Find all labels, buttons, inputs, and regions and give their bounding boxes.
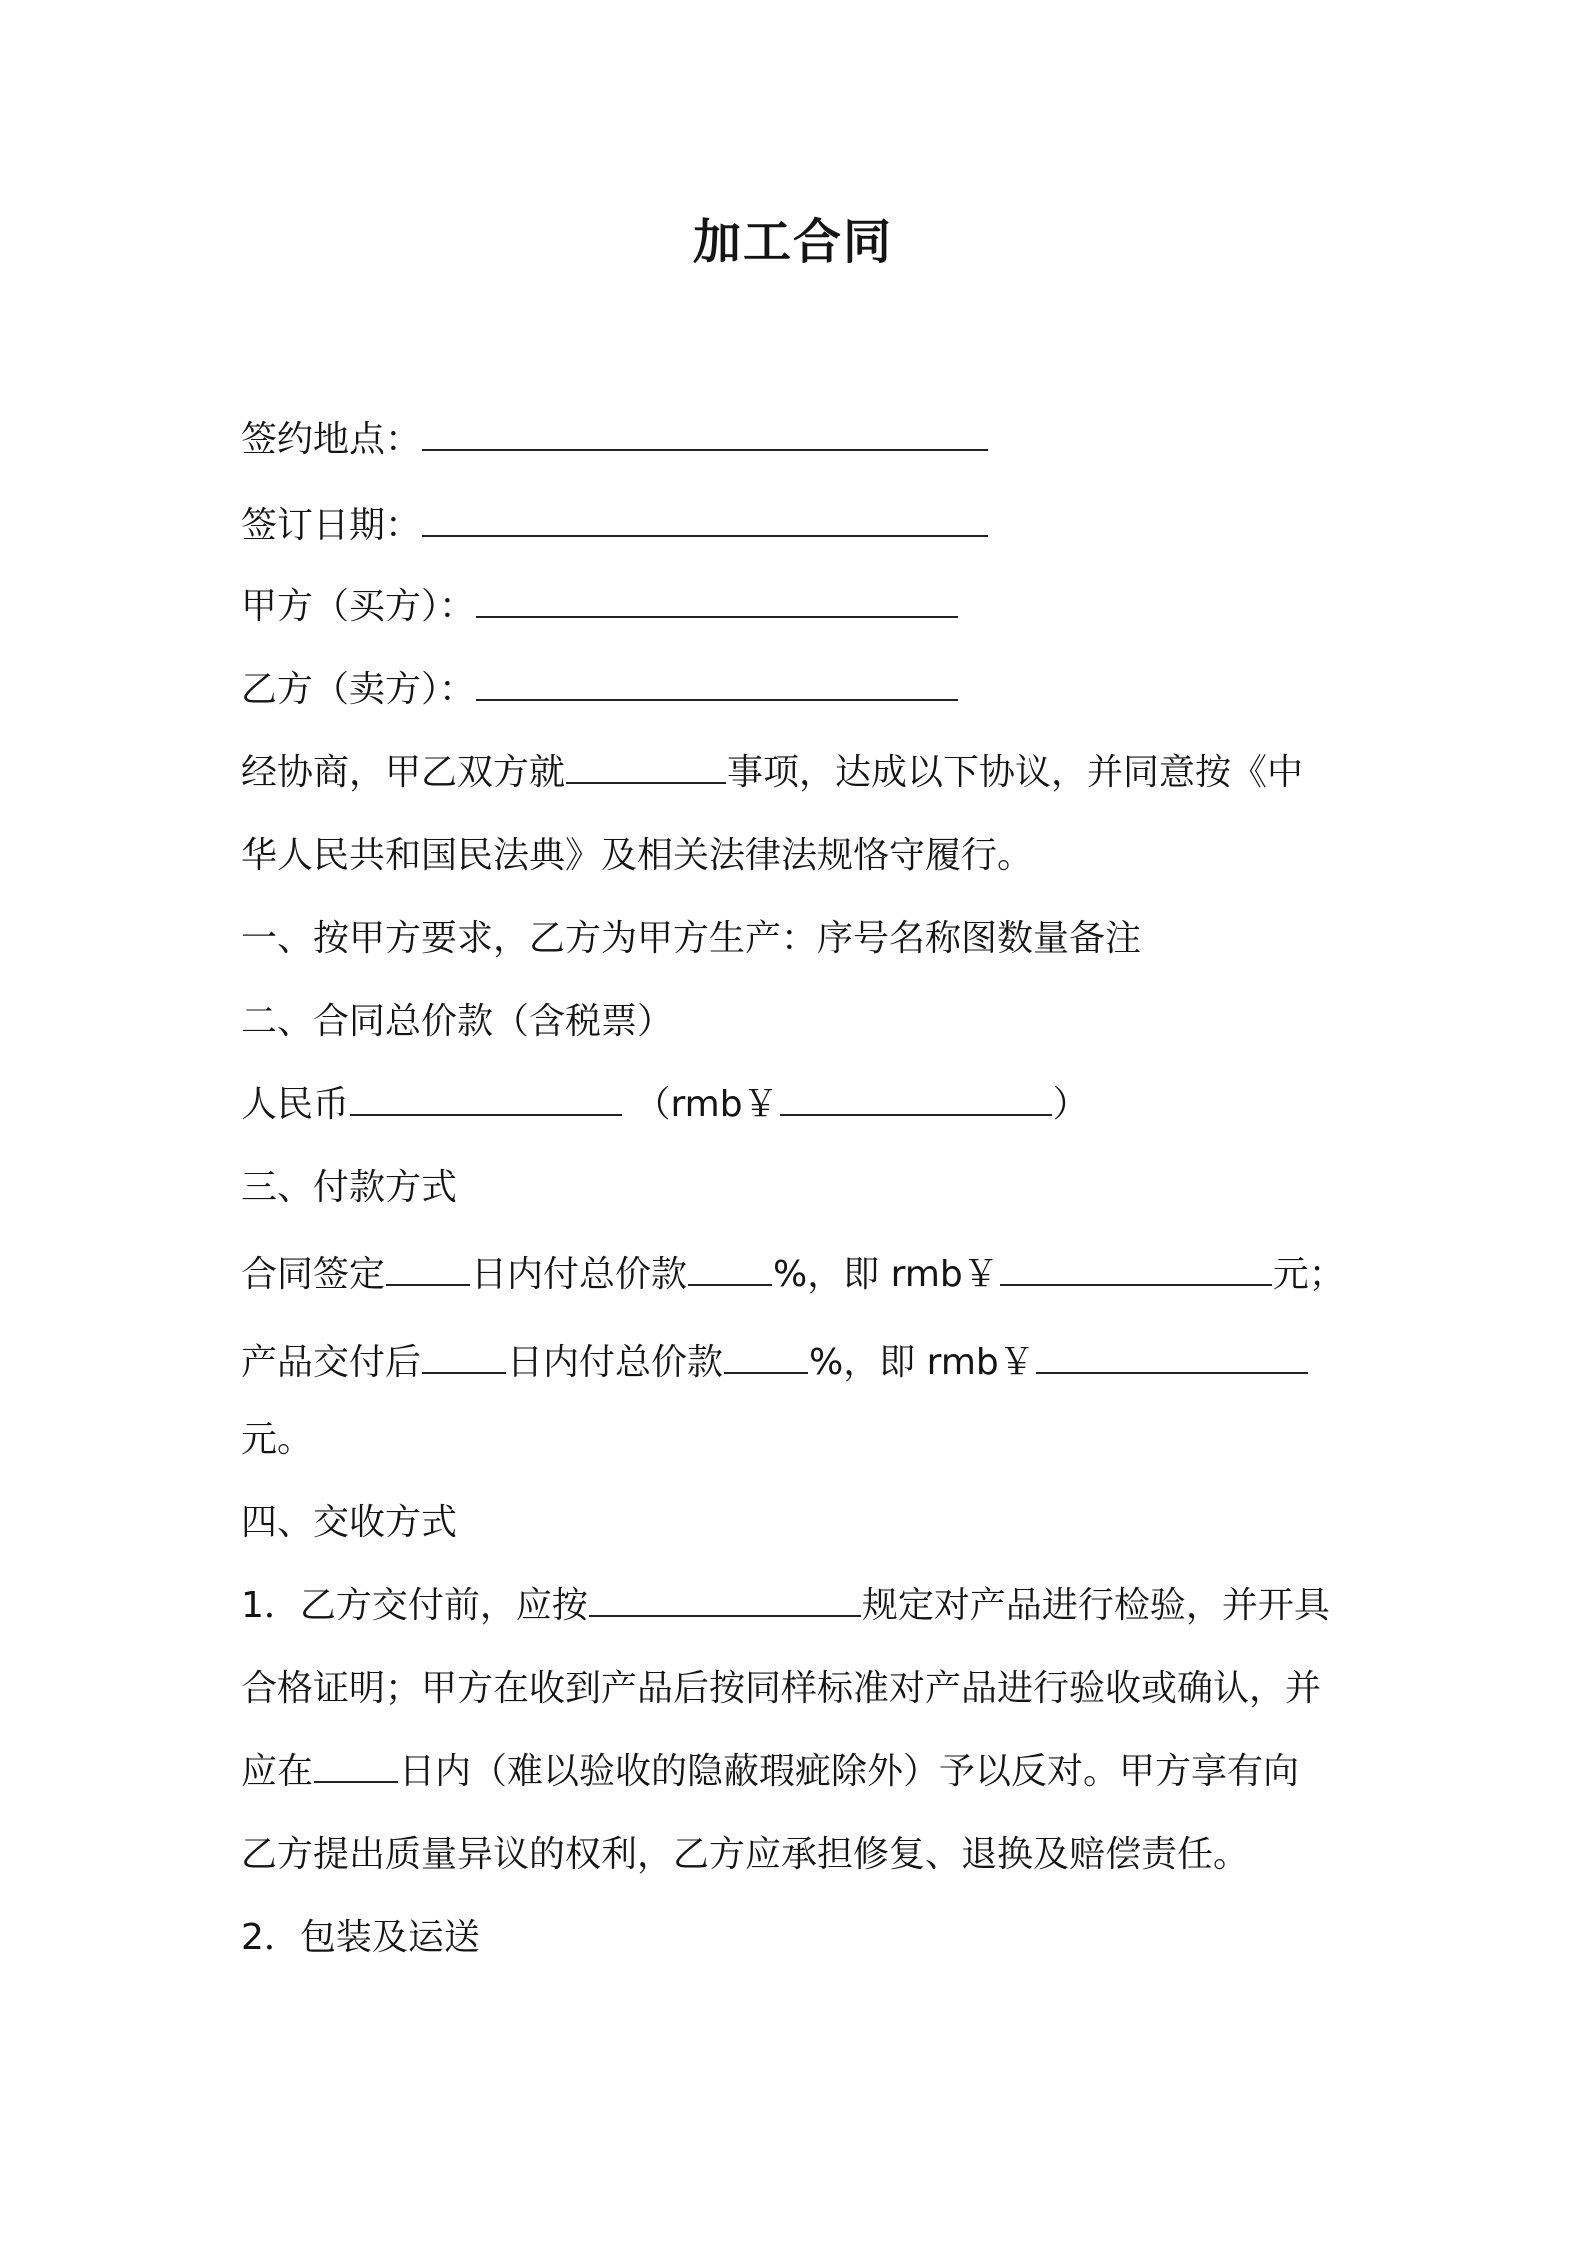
payment-line-2-end: 元。 bbox=[241, 1419, 314, 1460]
party-b-blank[interactable] bbox=[476, 667, 958, 701]
party-a-label: 甲方（买方）： bbox=[241, 586, 476, 627]
sign-place-label: 签约地点： bbox=[241, 419, 422, 460]
pay1-amount-blank[interactable] bbox=[1000, 1252, 1272, 1286]
item1-text-a: 1．乙方交付前，应按 bbox=[241, 1585, 588, 1626]
sign-date-blank[interactable] bbox=[422, 503, 988, 537]
payment-line-1 bbox=[241, 1251, 1345, 1299]
price-number-blank[interactable] bbox=[780, 1082, 1052, 1116]
sign-date-line bbox=[241, 502, 989, 550]
price-paren-close: ） bbox=[1052, 1084, 1089, 1125]
item1-line3-text-b: 日内（难以验收的隐蔽瑕疵除外）予以反对。甲方享有向 bbox=[399, 1751, 1300, 1792]
pay1-text-d: 元； bbox=[1272, 1254, 1345, 1295]
document-title: 加工合同 bbox=[692, 214, 893, 270]
party-a-blank[interactable] bbox=[476, 584, 958, 618]
sign-place-blank[interactable] bbox=[422, 417, 988, 451]
pay1-days-blank[interactable] bbox=[386, 1252, 470, 1286]
pay1-text-c: %，即 rmb￥ bbox=[773, 1254, 999, 1295]
pay2-days-blank[interactable] bbox=[422, 1340, 506, 1374]
matter-blank[interactable] bbox=[566, 750, 726, 784]
item1-line3-text-a: 应在 bbox=[241, 1751, 314, 1792]
price-chinese-blank[interactable] bbox=[350, 1082, 622, 1116]
section-2-heading: 二、合同总价款（含税票） bbox=[241, 1001, 674, 1042]
intro-text-b: 事项，达成以下协议，并同意按《中 bbox=[727, 752, 1304, 793]
objection-days-blank[interactable] bbox=[314, 1749, 398, 1783]
sign-place-line bbox=[241, 416, 989, 464]
item-1-line-2: 合格证明；甲方在收到产品后按同样标准对产品进行验收或确认，并 bbox=[241, 1668, 1322, 1709]
pay2-percent-blank[interactable] bbox=[724, 1340, 808, 1374]
section-4-heading: 四、交收方式 bbox=[241, 1502, 458, 1543]
pay2-text-c: %，即 rmb￥ bbox=[809, 1342, 1035, 1383]
party-a-line bbox=[241, 583, 959, 631]
item-1-line-4: 乙方提出质量异议的权利，乙方应承担修复、退换及赔偿责任。 bbox=[241, 1834, 1250, 1875]
intro-line-2: 华人民共和国民法典》及相关法律法规恪守履行。 bbox=[241, 835, 1034, 876]
price-line bbox=[241, 1081, 1089, 1129]
item1-text-b: 规定对产品进行检验，并开具 bbox=[861, 1585, 1330, 1626]
item-1-line-3 bbox=[241, 1748, 1299, 1796]
section-3-heading: 三、付款方式 bbox=[241, 1167, 458, 1208]
payment-line-2 bbox=[241, 1339, 1309, 1387]
price-paren-open: （rmb￥ bbox=[634, 1084, 779, 1125]
pay1-percent-blank[interactable] bbox=[688, 1252, 772, 1286]
sign-date-label: 签订日期： bbox=[241, 505, 422, 546]
inspection-standard-blank[interactable] bbox=[589, 1583, 861, 1617]
section-1-heading: 一、按甲方要求，乙方为甲方生产：序号名称图数量备注 bbox=[241, 918, 1142, 959]
party-b-label: 乙方（卖方）： bbox=[241, 669, 476, 710]
pay1-text-a: 合同签定 bbox=[241, 1254, 386, 1295]
intro-line-1 bbox=[241, 749, 1303, 797]
intro-text-a: 经协商，甲乙双方就 bbox=[241, 752, 566, 793]
pay2-amount-blank[interactable] bbox=[1036, 1340, 1308, 1374]
party-b-line bbox=[241, 666, 959, 714]
pay1-text-b: 日内付总价款 bbox=[471, 1254, 688, 1295]
item-1-line-1 bbox=[241, 1582, 1330, 1630]
item-2-heading: 2．包装及运送 bbox=[241, 1917, 480, 1958]
price-rmb-label: 人民币 bbox=[241, 1084, 350, 1125]
pay2-text-b: 日内付总价款 bbox=[507, 1342, 724, 1383]
pay2-text-a: 产品交付后 bbox=[241, 1342, 422, 1383]
